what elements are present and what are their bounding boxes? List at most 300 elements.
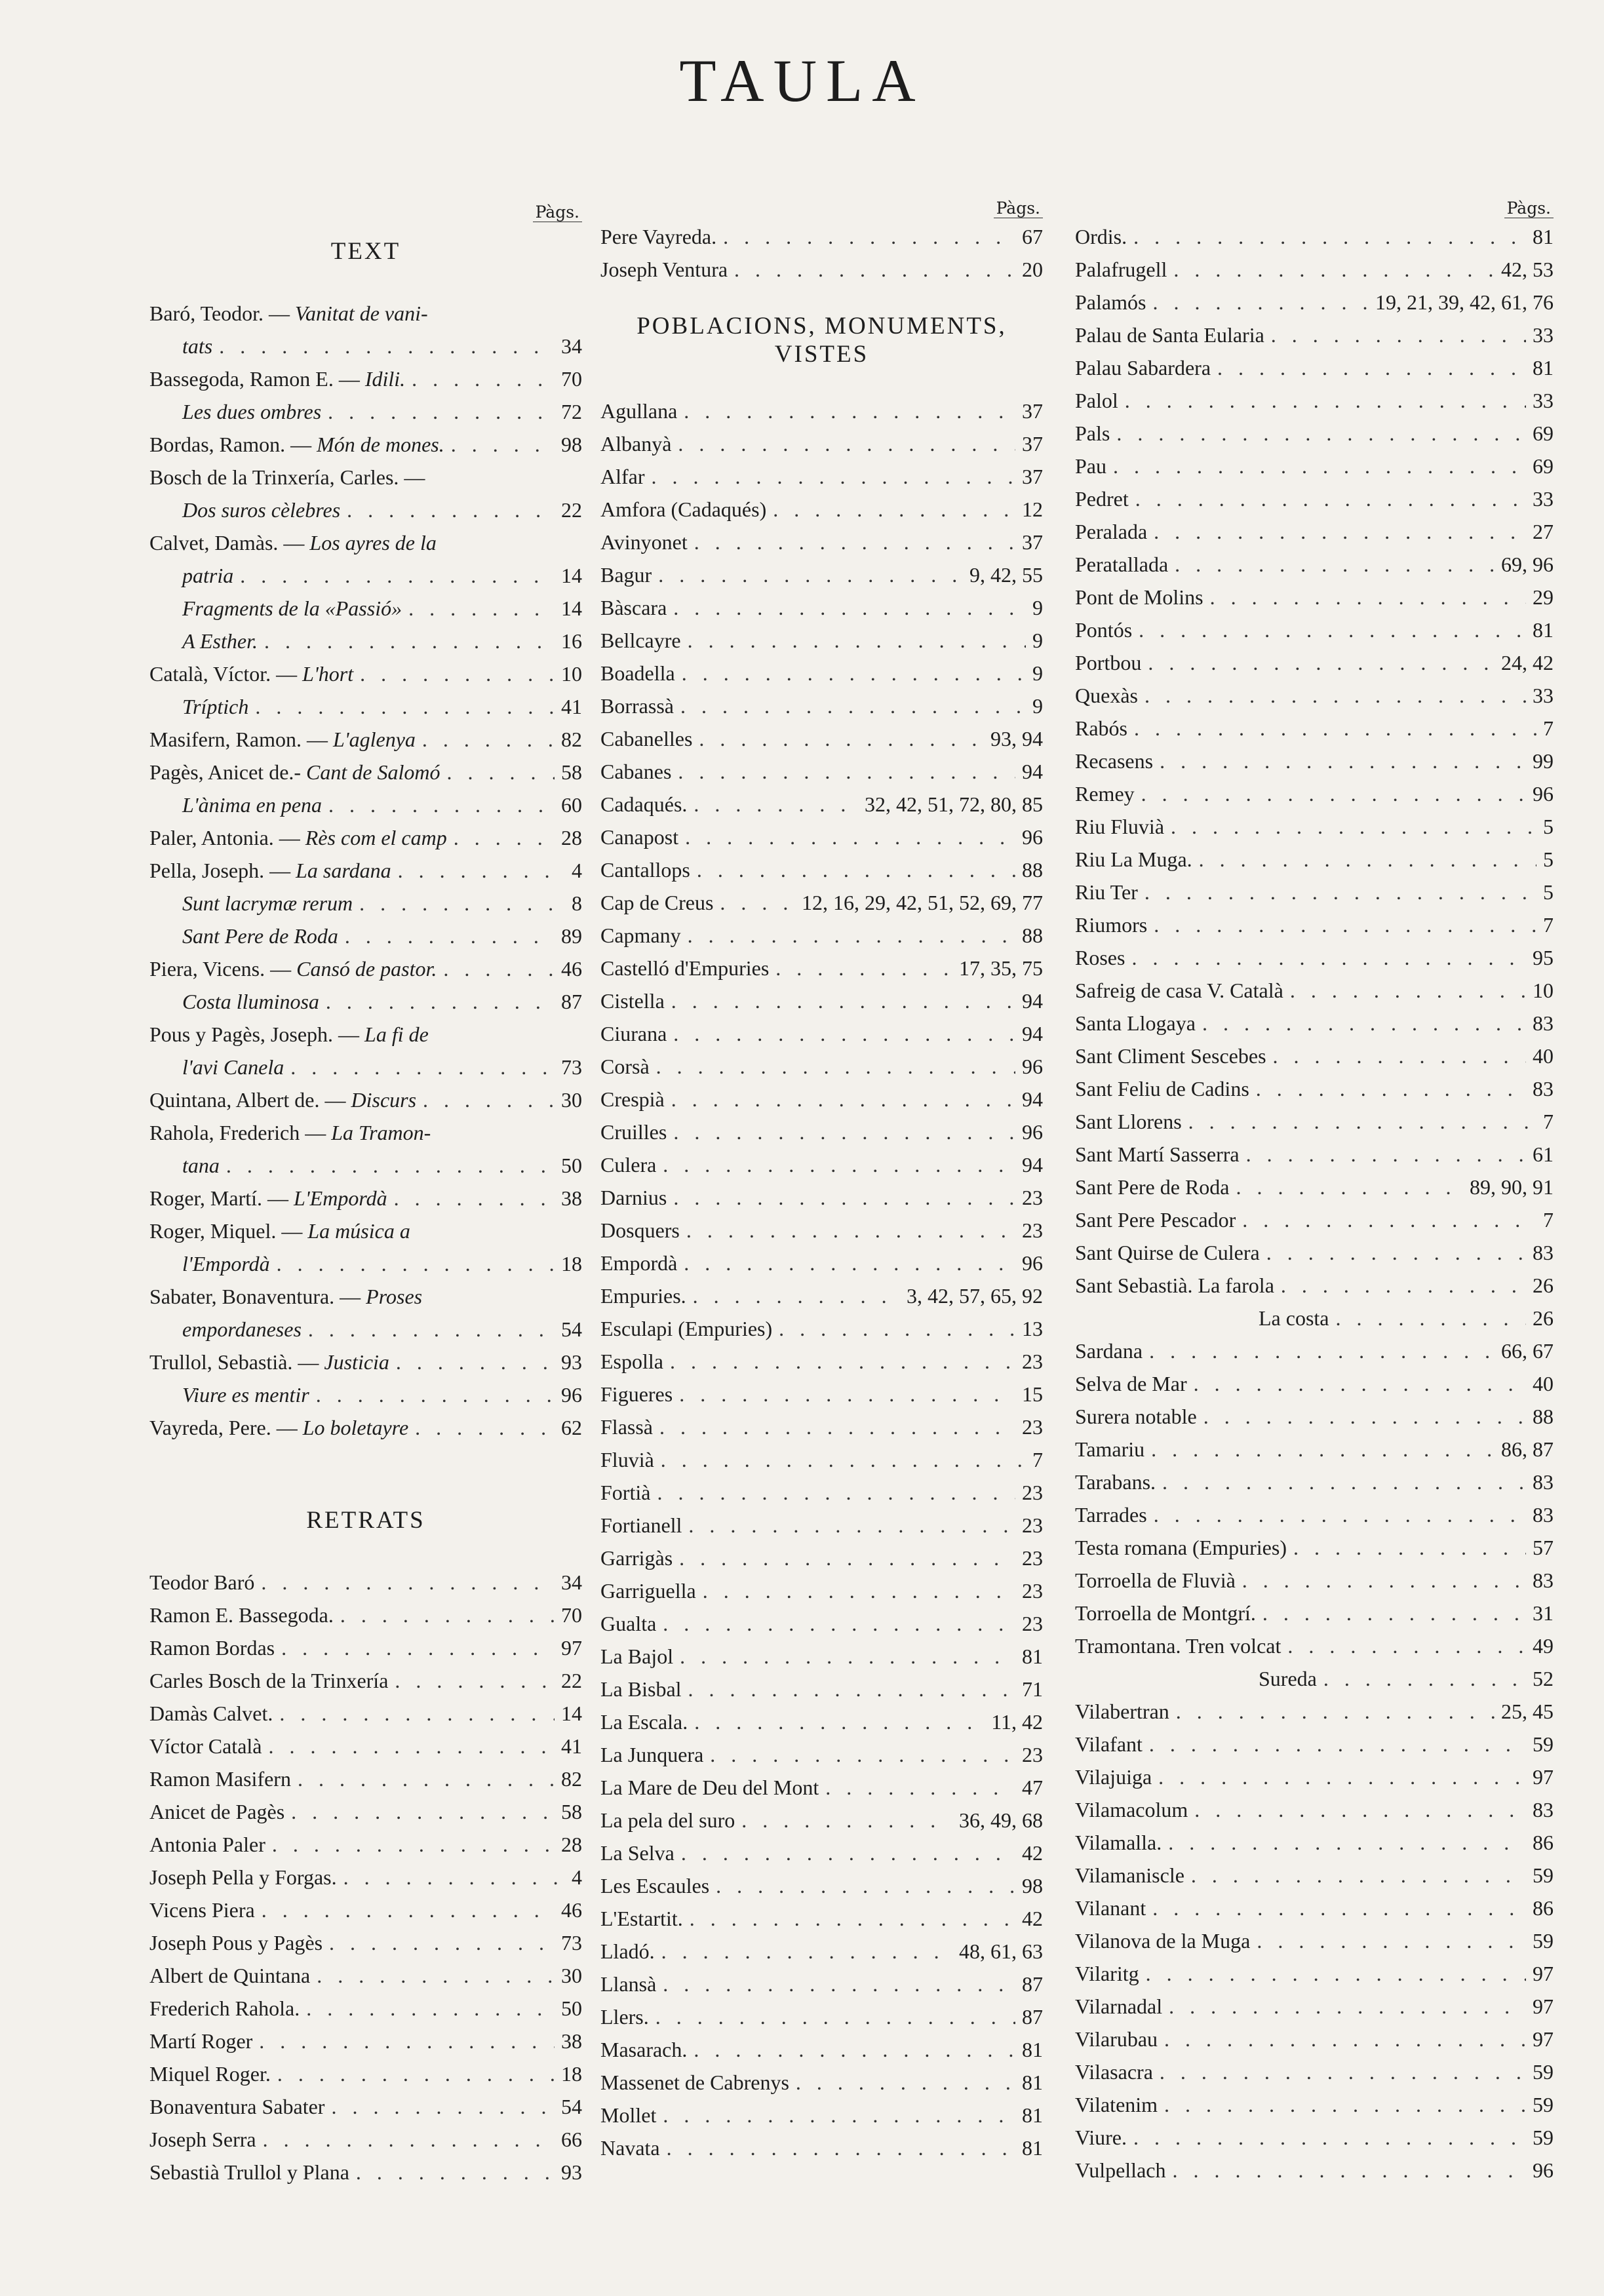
leader-dots	[1139, 613, 1526, 646]
leader-dots	[306, 1992, 555, 2025]
index-entry	[1075, 876, 1554, 908]
leader-dots	[663, 1607, 1015, 1640]
entry-name: Navata	[600, 2136, 660, 2160]
index-entry	[1075, 1072, 1554, 1105]
leader-dots	[684, 1247, 1015, 1279]
leader-dots	[268, 1730, 555, 1762]
entry-name: Sant Quirse de Culera	[1075, 1241, 1260, 1264]
entry-author: Sabater, Bonaventura. —	[149, 1285, 361, 1308]
entry-work-title: tats	[182, 334, 213, 358]
leader-dots	[396, 1346, 555, 1378]
leader-dots	[1144, 876, 1536, 908]
index-entry	[1075, 2055, 1554, 2088]
entry-page-number: 86	[1533, 1831, 1554, 1854]
index-entry	[149, 559, 582, 592]
leader-dots	[720, 886, 795, 919]
index-entry	[149, 526, 582, 559]
index-entry	[149, 1051, 582, 1083]
entry-page-number: 83	[1533, 1798, 1554, 1821]
entry-page-number: 13	[1022, 1317, 1043, 1340]
entry-name: Tarabans.	[1075, 1470, 1156, 1494]
entry-name: Ordis.	[1075, 225, 1127, 248]
entry-work-title: Sunt lacrymæ rerum	[182, 891, 353, 915]
entry-name: Gualta	[600, 1612, 657, 1635]
entry-page-number: 69	[1533, 421, 1554, 445]
entry-name: Les Escaules	[600, 1874, 710, 1897]
entry-page-number: 9	[1032, 596, 1043, 619]
leader-dots	[291, 1795, 555, 1828]
entry-page-number: 81	[1022, 2038, 1043, 2061]
index-entry	[149, 1215, 582, 1247]
entry-name: Pau	[1075, 454, 1106, 478]
leader-dots	[279, 1697, 555, 1730]
entry-page-number: 96	[1022, 1251, 1043, 1275]
leader-dots	[316, 1378, 555, 1411]
entry-page-number: 97	[1533, 1765, 1554, 1789]
entry-name: Selva de Mar	[1075, 1372, 1187, 1395]
entry-name	[149, 952, 437, 985]
entry-name: Vilamalla.	[1075, 1831, 1162, 1854]
leader-dots	[394, 1182, 555, 1215]
index-entry	[149, 723, 582, 756]
leader-dots	[663, 2099, 1015, 2131]
entry-author: Pella, Joseph. —	[149, 859, 291, 882]
index-entry	[149, 1959, 582, 1992]
entry-page-number: 4	[572, 1865, 582, 1889]
entry-page-number: 10	[561, 662, 582, 686]
leader-dots	[734, 253, 1015, 286]
pags-label: Pàgs.	[149, 201, 582, 224]
entry-name: Borrassà	[600, 694, 674, 718]
leader-dots	[697, 853, 1015, 886]
leader-dots	[1149, 1334, 1495, 1367]
leader-dots	[262, 1894, 555, 1926]
entry-work-title: Proses	[361, 1285, 423, 1308]
entry-name: Pontós	[1075, 618, 1133, 642]
entry-name: Sardana	[1075, 1339, 1143, 1363]
index-entry	[600, 1050, 1043, 1083]
leader-dots	[678, 755, 1015, 788]
index-entry	[600, 1443, 1043, 1476]
entry-author: Vayreda, Pere. —	[149, 1416, 298, 1439]
entry-name: Santa Llogaya	[1075, 1011, 1196, 1035]
index-entry	[1075, 1629, 1554, 1662]
column-poblacions-1	[600, 197, 1043, 2164]
entry-author: Bordas, Ramon. —	[149, 433, 312, 456]
index-entry	[600, 1804, 1043, 1837]
index-entry	[149, 2057, 582, 2090]
index-entry	[149, 821, 582, 854]
leader-dots	[1175, 548, 1495, 581]
leader-dots	[331, 2090, 555, 2123]
entry-name: Vilajuiga	[1075, 1765, 1152, 1789]
entry-name: Canapost	[600, 825, 679, 849]
index-entry	[600, 1345, 1043, 1378]
index-entry	[600, 1869, 1043, 1902]
index-entry	[149, 1566, 582, 1599]
leader-dots	[412, 362, 555, 395]
entry-author: Quintana, Albert de. —	[149, 1088, 346, 1112]
index-entry	[1075, 745, 1554, 777]
entry-page-number: 57	[1533, 1536, 1554, 1559]
entry-page-number: 32, 42, 51, 72, 80, 85	[865, 792, 1043, 816]
entry-page-number: 47	[1022, 1776, 1043, 1799]
entry-name	[149, 428, 444, 461]
index-entry	[149, 461, 582, 494]
entry-page-number: 86	[1533, 1896, 1554, 1920]
index-entry	[600, 1574, 1043, 1607]
leader-dots	[1160, 745, 1526, 777]
entry-work-title: Idili.	[359, 367, 406, 391]
index-entry	[600, 526, 1043, 558]
entry-page-number: 81	[1533, 618, 1554, 642]
entry-name: La Escala.	[600, 1710, 688, 1734]
entry-page-number: 98	[1022, 1874, 1043, 1897]
entry-name: Fluvià	[600, 1448, 654, 1471]
leader-dots	[1171, 810, 1536, 843]
leader-dots	[277, 1247, 555, 1280]
index-entry	[600, 1214, 1043, 1247]
leader-dots	[1133, 220, 1526, 253]
entry-name	[149, 592, 402, 625]
entry-page-number: 38	[561, 1186, 582, 1210]
index-entry	[149, 1378, 582, 1411]
leader-dots	[1152, 1892, 1526, 1924]
index-entry	[600, 821, 1043, 853]
entry-page-number: 95	[1533, 946, 1554, 969]
index-entry	[149, 362, 582, 395]
index-entry	[1075, 1334, 1554, 1367]
index-entry	[149, 2156, 582, 2189]
entry-name	[149, 1051, 284, 1083]
entry-name: Palamós	[1075, 290, 1146, 314]
entry-page-number: 5	[1543, 847, 1554, 871]
entry-author: Bassegoda, Ramon E. —	[149, 367, 360, 391]
leader-dots	[1199, 843, 1536, 876]
index-entry	[149, 1247, 582, 1280]
entry-page-number: 42	[1022, 1907, 1043, 1930]
leader-dots	[281, 1631, 555, 1664]
index-entry	[600, 1181, 1043, 1214]
leader-dots	[1144, 679, 1526, 712]
leader-dots	[1236, 1171, 1464, 1203]
entry-name: Torroella de Montgrí.	[1075, 1601, 1256, 1625]
index-entry	[1075, 1367, 1554, 1400]
index-entry	[1075, 810, 1554, 843]
entry-page-number: 59	[1533, 1929, 1554, 1953]
entry-name: Castelló d'Empuries	[600, 956, 770, 980]
index-entry	[149, 1411, 582, 1444]
entry-work-title: tana	[182, 1154, 220, 1177]
entry-page-number: 23	[1022, 1481, 1043, 1504]
entry-page-number: 54	[561, 2095, 582, 2118]
index-entry	[600, 755, 1043, 788]
leader-dots	[263, 2123, 555, 2156]
leader-dots	[1290, 974, 1526, 1007]
leader-dots	[694, 2033, 1015, 2066]
index-entry	[1075, 679, 1554, 712]
entry-page-number: 46	[561, 957, 582, 981]
entry-page-number: 83	[1533, 1568, 1554, 1592]
entry-page-number: 94	[1022, 1022, 1043, 1045]
entry-name	[149, 1083, 416, 1116]
entry-page-number: 94	[1022, 1087, 1043, 1111]
entry-page-number: 87	[1022, 2005, 1043, 2029]
entry-page-number: 17, 35, 75	[959, 956, 1043, 980]
entry-page-number: 66, 67	[1501, 1339, 1554, 1363]
entry-page-number: 34	[561, 334, 582, 358]
entry-page-number: 59	[1533, 2126, 1554, 2149]
index-entry	[1075, 286, 1554, 319]
index-entry	[600, 591, 1043, 624]
index-entry	[149, 2090, 582, 2123]
entry-name: La Junquera	[600, 1743, 704, 1766]
index-entry	[149, 1992, 582, 2025]
index-entry	[149, 1762, 582, 1795]
entry-page-number: 96	[561, 1383, 582, 1407]
entry-name: Bellcayre	[600, 629, 681, 652]
entry-name: Riu La Muga.	[1075, 847, 1192, 871]
entry-name: Carles Bosch de la Trinxería	[149, 1669, 389, 1692]
entry-name: Pals	[1075, 421, 1110, 445]
index-entry	[1075, 1466, 1554, 1498]
entry-page-number: 88	[1022, 858, 1043, 882]
index-entry	[600, 1017, 1043, 1050]
entry-name: Roses	[1075, 946, 1125, 969]
entry-name	[149, 1018, 429, 1051]
index-entry	[149, 1018, 582, 1051]
entry-name: Espolla	[600, 1350, 663, 1373]
leader-dots	[1172, 2154, 1526, 2187]
leader-dots	[685, 821, 1015, 853]
entry-page-number: 38	[561, 2029, 582, 2053]
leader-dots	[1242, 1564, 1526, 1597]
leader-dots	[1113, 450, 1526, 482]
leader-dots	[679, 1378, 1015, 1411]
index-entry	[600, 886, 1043, 919]
entry-name	[149, 1247, 270, 1280]
leader-dots	[308, 1313, 555, 1346]
index-entry	[1075, 1171, 1554, 1203]
entry-page-number: 31	[1533, 1601, 1554, 1625]
leader-dots	[395, 1664, 555, 1697]
entry-work-title: La fi de	[359, 1022, 429, 1046]
entry-author: Pous y Pagès, Joseph. —	[149, 1022, 360, 1046]
leader-dots	[298, 1762, 555, 1795]
leader-dots	[1125, 384, 1526, 417]
leader-dots	[454, 821, 555, 854]
leader-dots	[652, 460, 1015, 493]
entry-page-number: 7	[1543, 716, 1554, 740]
entry-name: Miquel Roger.	[149, 2062, 271, 2086]
entry-name: Crespià	[600, 1087, 665, 1111]
entry-work-title: l'avi Canela	[182, 1055, 284, 1079]
entry-name: Bàscara	[600, 596, 667, 619]
entry-work-title: l'Empordà	[182, 1252, 270, 1275]
entry-page-number: 52	[1533, 1667, 1554, 1690]
leader-dots	[1141, 777, 1526, 810]
index-entry	[1075, 613, 1554, 646]
index-entry	[600, 1771, 1043, 1804]
leader-dots	[326, 985, 555, 1018]
pags-label: Pàgs.	[1075, 197, 1554, 220]
entry-name: Fortianell	[600, 1513, 682, 1537]
entry-name	[149, 1149, 220, 1182]
entry-page-number: 96	[1533, 782, 1554, 806]
entry-name: Sant Climent Sescebes	[1075, 1044, 1266, 1068]
leader-dots	[226, 1149, 555, 1182]
index-entry	[1075, 1564, 1554, 1597]
entry-page-number: 23	[1022, 1415, 1043, 1439]
entry-name: Amfora (Cadaqués)	[600, 497, 767, 521]
index-entry	[600, 657, 1043, 690]
index-entry	[149, 1149, 582, 1182]
entry-page-number: 72	[561, 400, 582, 423]
leader-dots	[1271, 319, 1526, 351]
index-entry	[600, 1542, 1043, 1574]
index-entry	[600, 2099, 1043, 2131]
entry-work-title: La Tramon-	[326, 1121, 431, 1144]
index-entry	[149, 1599, 582, 1631]
leader-dots	[340, 1599, 555, 1631]
leader-dots	[1217, 351, 1526, 384]
leader-dots	[703, 1574, 1015, 1607]
leader-dots	[688, 1673, 1015, 1705]
entry-page-number: 14	[561, 1702, 582, 1725]
index-entry	[1075, 1728, 1554, 1761]
leader-dots	[272, 1828, 555, 1861]
leader-dots	[443, 952, 555, 985]
index-entry	[600, 493, 1043, 526]
leader-dots	[1246, 1138, 1526, 1171]
entry-page-number: 87	[561, 990, 582, 1013]
entry-author: Bosch de la Trinxería, Carles. —	[149, 465, 425, 489]
entry-page-number: 41	[561, 695, 582, 718]
leader-dots	[360, 657, 555, 690]
entry-page-number: 81	[1022, 2103, 1043, 2127]
entry-page-number: 9	[1032, 629, 1043, 652]
entry-author: Rahola, Frederich —	[149, 1121, 326, 1144]
index-entry	[149, 297, 582, 330]
leader-dots	[1164, 2088, 1526, 2121]
leader-dots	[658, 558, 963, 591]
entry-name: Vilaritg	[1075, 1962, 1139, 1985]
entry-page-number: 7	[1543, 913, 1554, 937]
entry-work-title: Vanitat de vani-	[290, 302, 428, 325]
leader-dots	[264, 625, 555, 657]
index-entry	[149, 788, 582, 821]
entry-page-number: 15	[1022, 1382, 1043, 1406]
index-entry	[1075, 1269, 1554, 1302]
leader-dots	[1148, 646, 1495, 679]
text-entries	[149, 297, 582, 1444]
entry-page-number: 58	[561, 760, 582, 784]
entry-page-number: 18	[561, 2062, 582, 2086]
entry-name: Llansà	[600, 1972, 657, 1996]
entry-work-title: Món de mones.	[311, 433, 444, 456]
entry-name: Figueres	[600, 1382, 673, 1406]
index-entry	[149, 920, 582, 952]
entry-page-number: 96	[1022, 1055, 1043, 1078]
index-entry	[149, 1795, 582, 1828]
index-entry	[149, 1894, 582, 1926]
leader-dots	[1151, 1433, 1495, 1466]
entry-name: Torroella de Fluvià	[1075, 1568, 1236, 1592]
entry-work-title: Les dues ombres	[182, 400, 322, 423]
index-entry	[1075, 1761, 1554, 1793]
entry-name: Empuries.	[600, 1284, 686, 1308]
entry-page-number: 8	[572, 891, 582, 915]
leader-dots	[1154, 908, 1536, 941]
entry-name	[149, 526, 437, 559]
entry-page-number: 37	[1022, 432, 1043, 456]
entry-page-number: 25, 45	[1501, 1700, 1554, 1723]
index-entry	[600, 984, 1043, 1017]
leader-dots	[673, 1116, 1015, 1148]
leader-dots	[423, 1083, 555, 1116]
entry-name: Antonia Paler	[149, 1833, 265, 1856]
index-entry	[600, 722, 1043, 755]
entry-name: Joseph Pella y Forgas.	[149, 1865, 337, 1889]
poblacions-entries	[1075, 220, 1554, 2187]
entry-page-number: 94	[1022, 989, 1043, 1013]
entry-page-number: 42	[1022, 1841, 1043, 1865]
entry-page-number: 29	[1533, 585, 1554, 609]
entry-name: Viure.	[1075, 2126, 1127, 2149]
leader-dots	[686, 1214, 1015, 1247]
entry-page-number: 26	[1533, 1274, 1554, 1297]
index-entry	[1075, 482, 1554, 515]
entry-name: Ciurana	[600, 1022, 667, 1045]
entry-name: Tramontana. Tren volcat	[1075, 1634, 1281, 1658]
entry-page-number: 22	[561, 498, 582, 522]
entry-page-number: 71	[1022, 1677, 1043, 1701]
leader-dots	[446, 756, 555, 788]
entry-page-number: 81	[1022, 2071, 1043, 2094]
entry-page-number: 94	[1022, 760, 1043, 783]
index-entry	[1075, 712, 1554, 745]
leader-dots	[690, 1902, 1015, 1935]
entry-page-number: 37	[1022, 399, 1043, 423]
entry-name	[149, 362, 405, 395]
index-entry	[600, 395, 1043, 427]
index-entry	[1075, 1826, 1554, 1859]
entry-name: La Bisbal	[600, 1677, 682, 1701]
page-title: TAULA	[679, 47, 925, 114]
entry-name: Agullana	[600, 399, 678, 423]
entry-work-title: Cant de Salomó	[301, 760, 440, 784]
index-entry	[600, 460, 1043, 493]
entry-name: Riu Fluvià	[1075, 815, 1165, 838]
entry-name: Rabós	[1075, 716, 1127, 740]
leader-dots	[688, 919, 1015, 952]
index-entry	[1075, 2121, 1554, 2154]
leader-dots	[1262, 1597, 1526, 1629]
index-entry	[600, 690, 1043, 722]
entry-page-number: 83	[1533, 1077, 1554, 1100]
leader-dots	[1203, 1400, 1526, 1433]
entry-name: Surera notable	[1075, 1405, 1197, 1428]
entry-name: La pela del suro	[600, 1808, 735, 1832]
leader-dots	[347, 494, 555, 526]
entry-name: Joseph Serra	[149, 2128, 256, 2151]
entry-name	[149, 887, 353, 920]
leader-dots	[290, 1051, 555, 1083]
entry-page-number: 41	[561, 1734, 582, 1758]
entry-author: Català, Víctor. —	[149, 662, 298, 686]
entry-page-number: 59	[1533, 2093, 1554, 2116]
entry-page-number: 9	[1032, 661, 1043, 685]
